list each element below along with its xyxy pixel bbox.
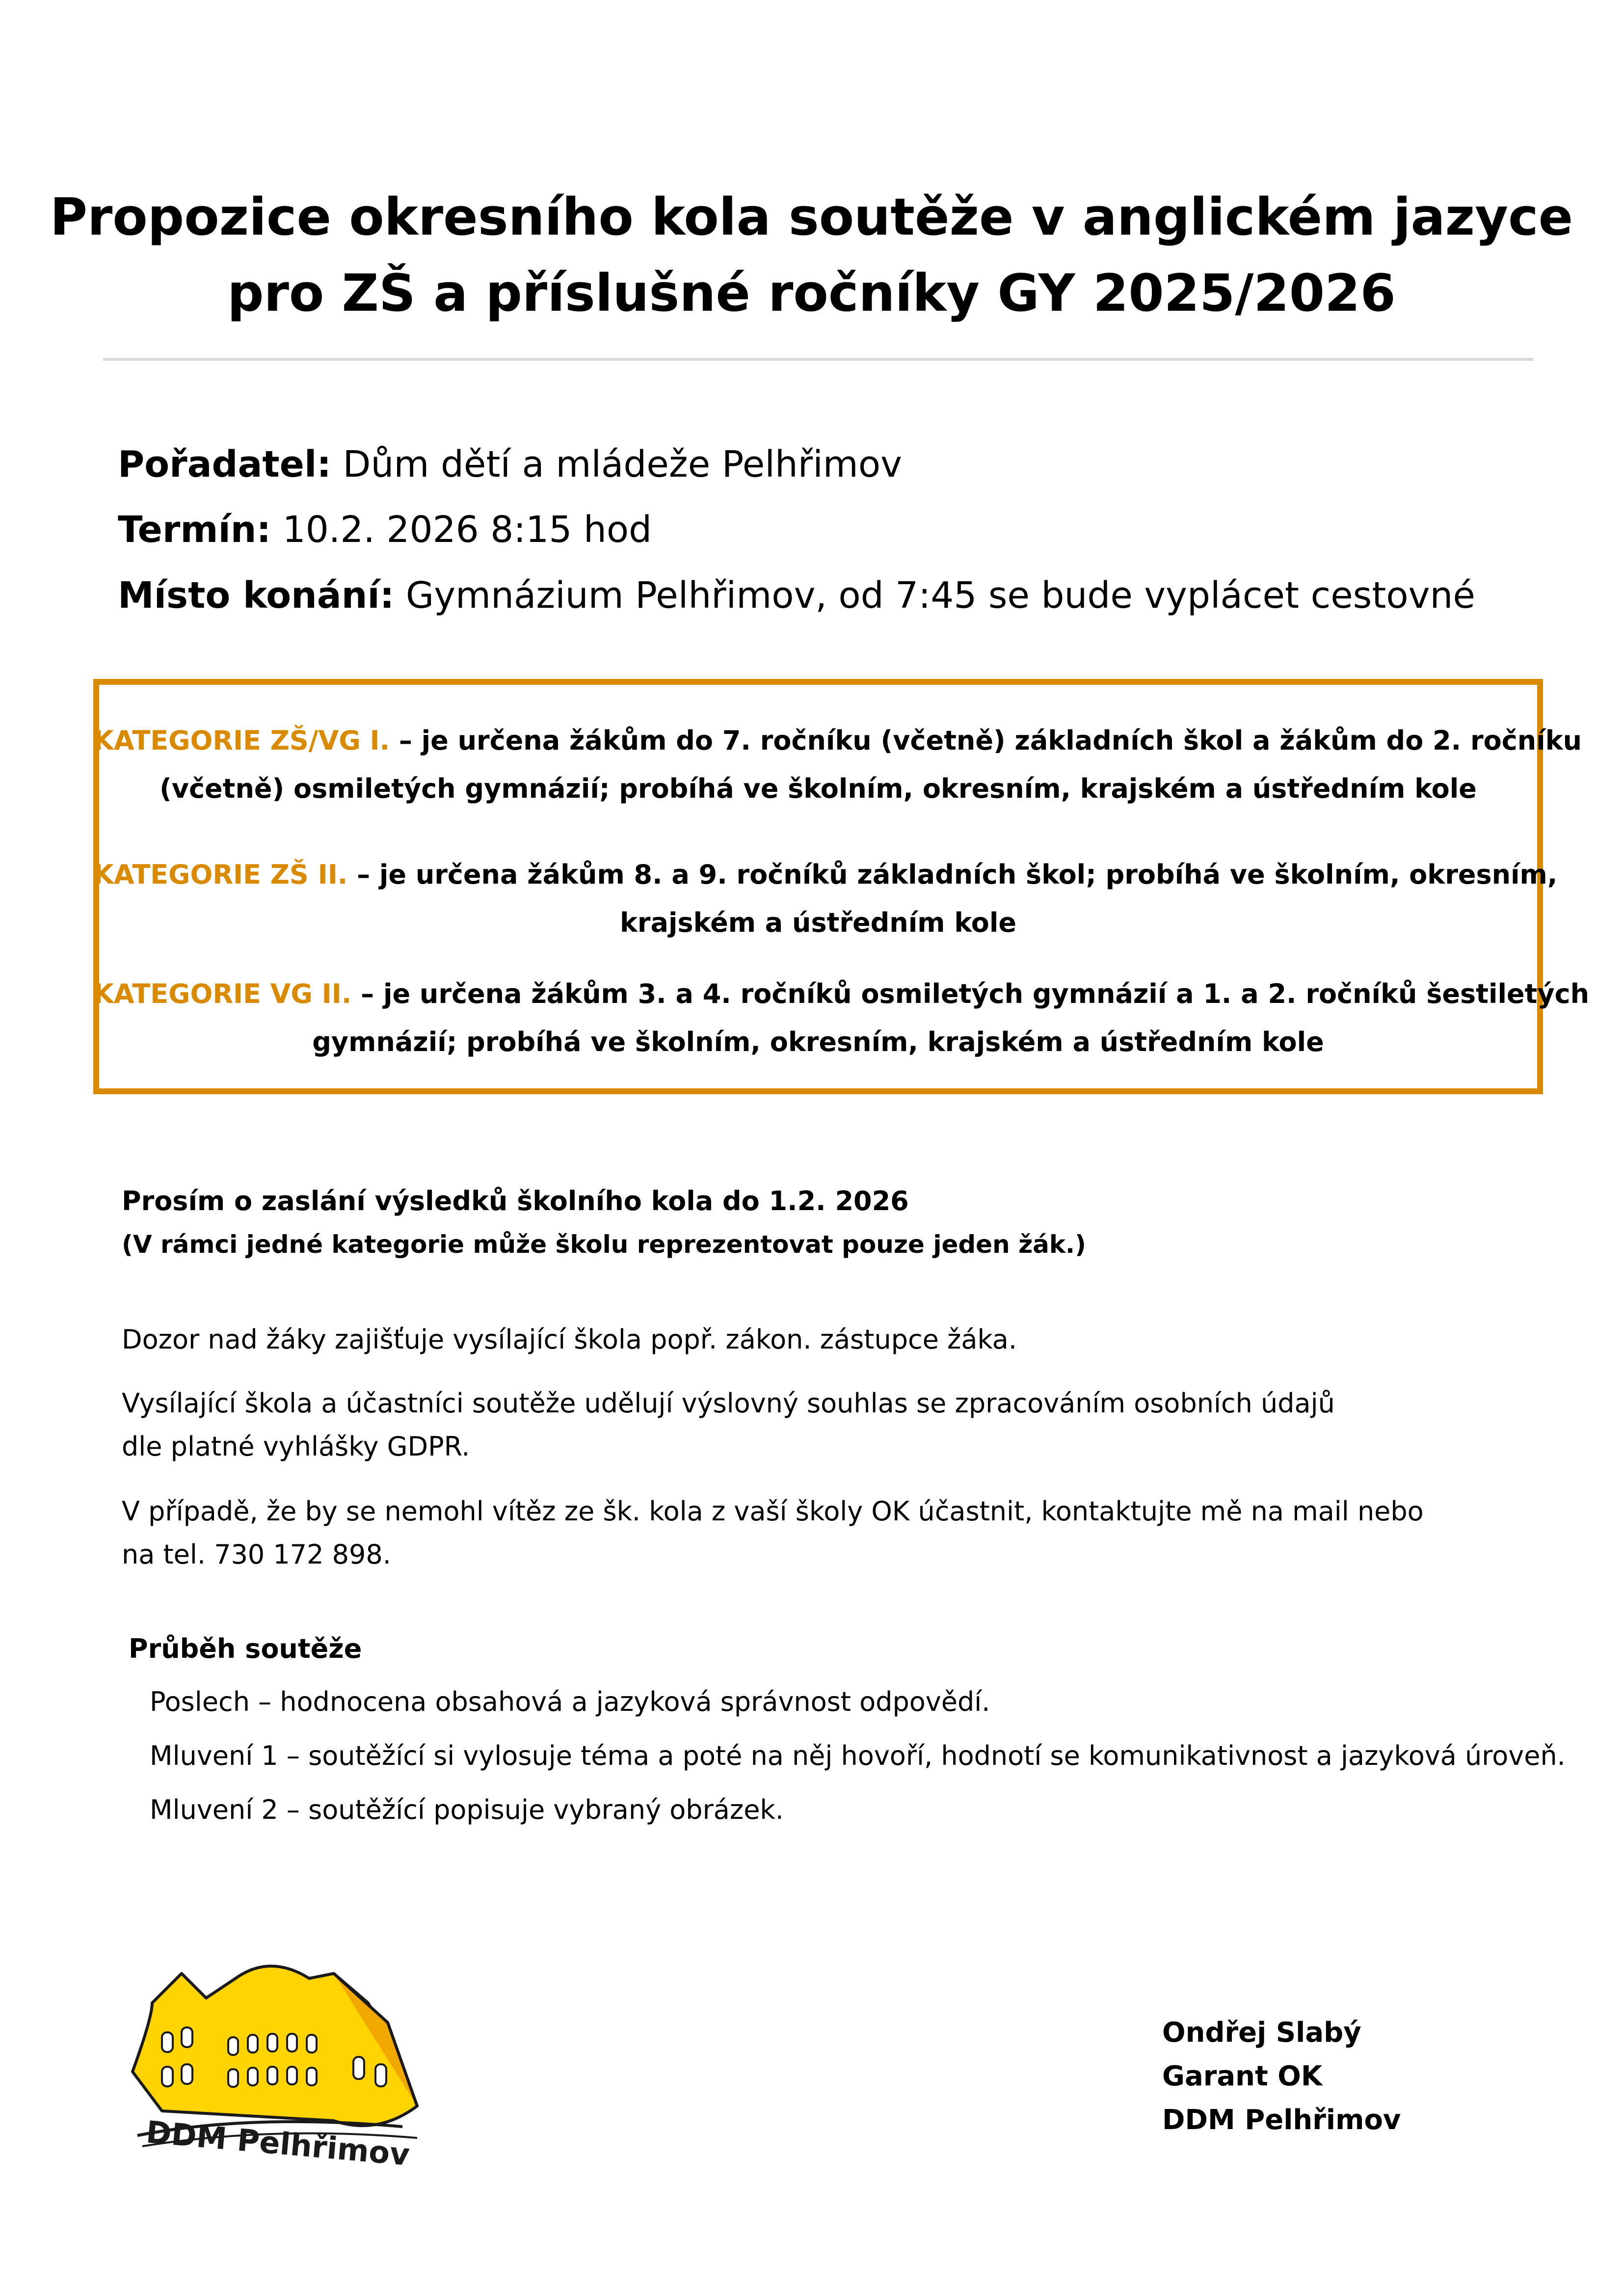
- signature-name: Ondřej Slabý: [1162, 2017, 1361, 2049]
- category-name: KATEGORIE VG II.: [93, 978, 352, 1009]
- category-desc-line-1: – je určena žákům 3. a 4. ročníků osmiletých gymnázií a 1. a 2. ročníků šestiletých: [351, 978, 1590, 1009]
- venue-line: [118, 574, 1475, 617]
- progress-item-listening: Poslech – hodnocena obsahová a jazyková správnost odpovědí.: [150, 1686, 990, 1717]
- category-desc-line-2: (včetně) osmiletých gymnázií; probíhá ve školním, okresním, krajském a ústředním kole: [160, 773, 1477, 804]
- title-line-2: pro ZŠ a příslušné ročníky GY 2025/2026: [227, 263, 1396, 323]
- category-name: KATEGORIE ZŠ/VG I.: [93, 725, 390, 756]
- gdpr-text-line-2: dle platné vyhlášky GDPR.: [122, 1431, 470, 1462]
- date-label: Termín:: [118, 509, 271, 551]
- category-name: KATEGORIE ZŠ II.: [93, 859, 348, 890]
- contact-text-line-1: V případě, že by se nemohl vítěz ze šk. kola z vaší školy OK účastnit, kontaktujte mě na mail nebo: [122, 1496, 1424, 1527]
- category-desc-line-2: gymnázií; probíhá ve školním, okresním, krajském a ústředním kole: [312, 1026, 1324, 1057]
- results-request: Prosím o zaslání výsledků školního kola do 1.2. 2026: [122, 1186, 909, 1216]
- progress-item-speaking-1: Mluvení 1 – soutěžící si vylosuje téma a poté na něj hovoří, hodnotí se komunikativnost a jazyková úroveň.: [150, 1740, 1566, 1771]
- category-desc-line-1: – je určena žákům do 7. ročníku (včetně) základních škol a žákům do 2. ročníku: [390, 725, 1582, 756]
- organizer-label: Pořadatel:: [118, 443, 331, 486]
- venue-value: Gymnázium Pelhřimov, od 7:45 se bude vyplácet cestovné: [394, 574, 1475, 617]
- date-line: [118, 509, 652, 551]
- progress-item-speaking-2: Mluvení 2 – soutěžící popisuje vybraný obrázek.: [150, 1794, 784, 1825]
- category-vg-2: [93, 970, 1590, 1066]
- venue-label: Místo konání:: [118, 574, 395, 617]
- supervision-text: Dozor nad žáky zajišťuje vysílající škola popř. zákon. zástupce žáka.: [122, 1324, 1017, 1355]
- category-zs-2: [93, 851, 1558, 947]
- category-desc-line-2: krajském a ústředním kole: [619, 907, 1017, 938]
- page-title: [0, 179, 1623, 331]
- signature-org: DDM Pelhřimov: [1162, 2104, 1401, 2136]
- title-divider: [103, 358, 1533, 361]
- progress-heading: Průběh soutěže: [129, 1633, 362, 1664]
- category-zs-vg-1: [93, 717, 1582, 813]
- representation-note: (V rámci jedné kategorie může školu reprezentovat pouze jeden žák.): [122, 1230, 1087, 1259]
- organizer-line: [118, 443, 902, 486]
- gdpr-text-line-1: Vysílající škola a účastníci soutěže udělují výslovný souhlas se zpracováním osobních údajů: [122, 1388, 1335, 1419]
- signature-role: Garant OK: [1162, 2060, 1323, 2092]
- logo-text: DDM Pelhřimov: [144, 2114, 411, 2173]
- contact-text-line-2: na tel. 730 172 898.: [122, 1539, 391, 1570]
- category-desc-line-1: – je určena žákům 8. a 9. ročníků základních škol; probíhá ve školním, okresním,: [347, 859, 1558, 890]
- title-line-1: Propozice okresního kola soutěže v anglickém jazyce: [50, 187, 1573, 247]
- date-value: 10.2. 2026 8:15 hod: [271, 509, 652, 551]
- organizer-value: Dům dětí a mládeže Pelhřimov: [331, 443, 902, 486]
